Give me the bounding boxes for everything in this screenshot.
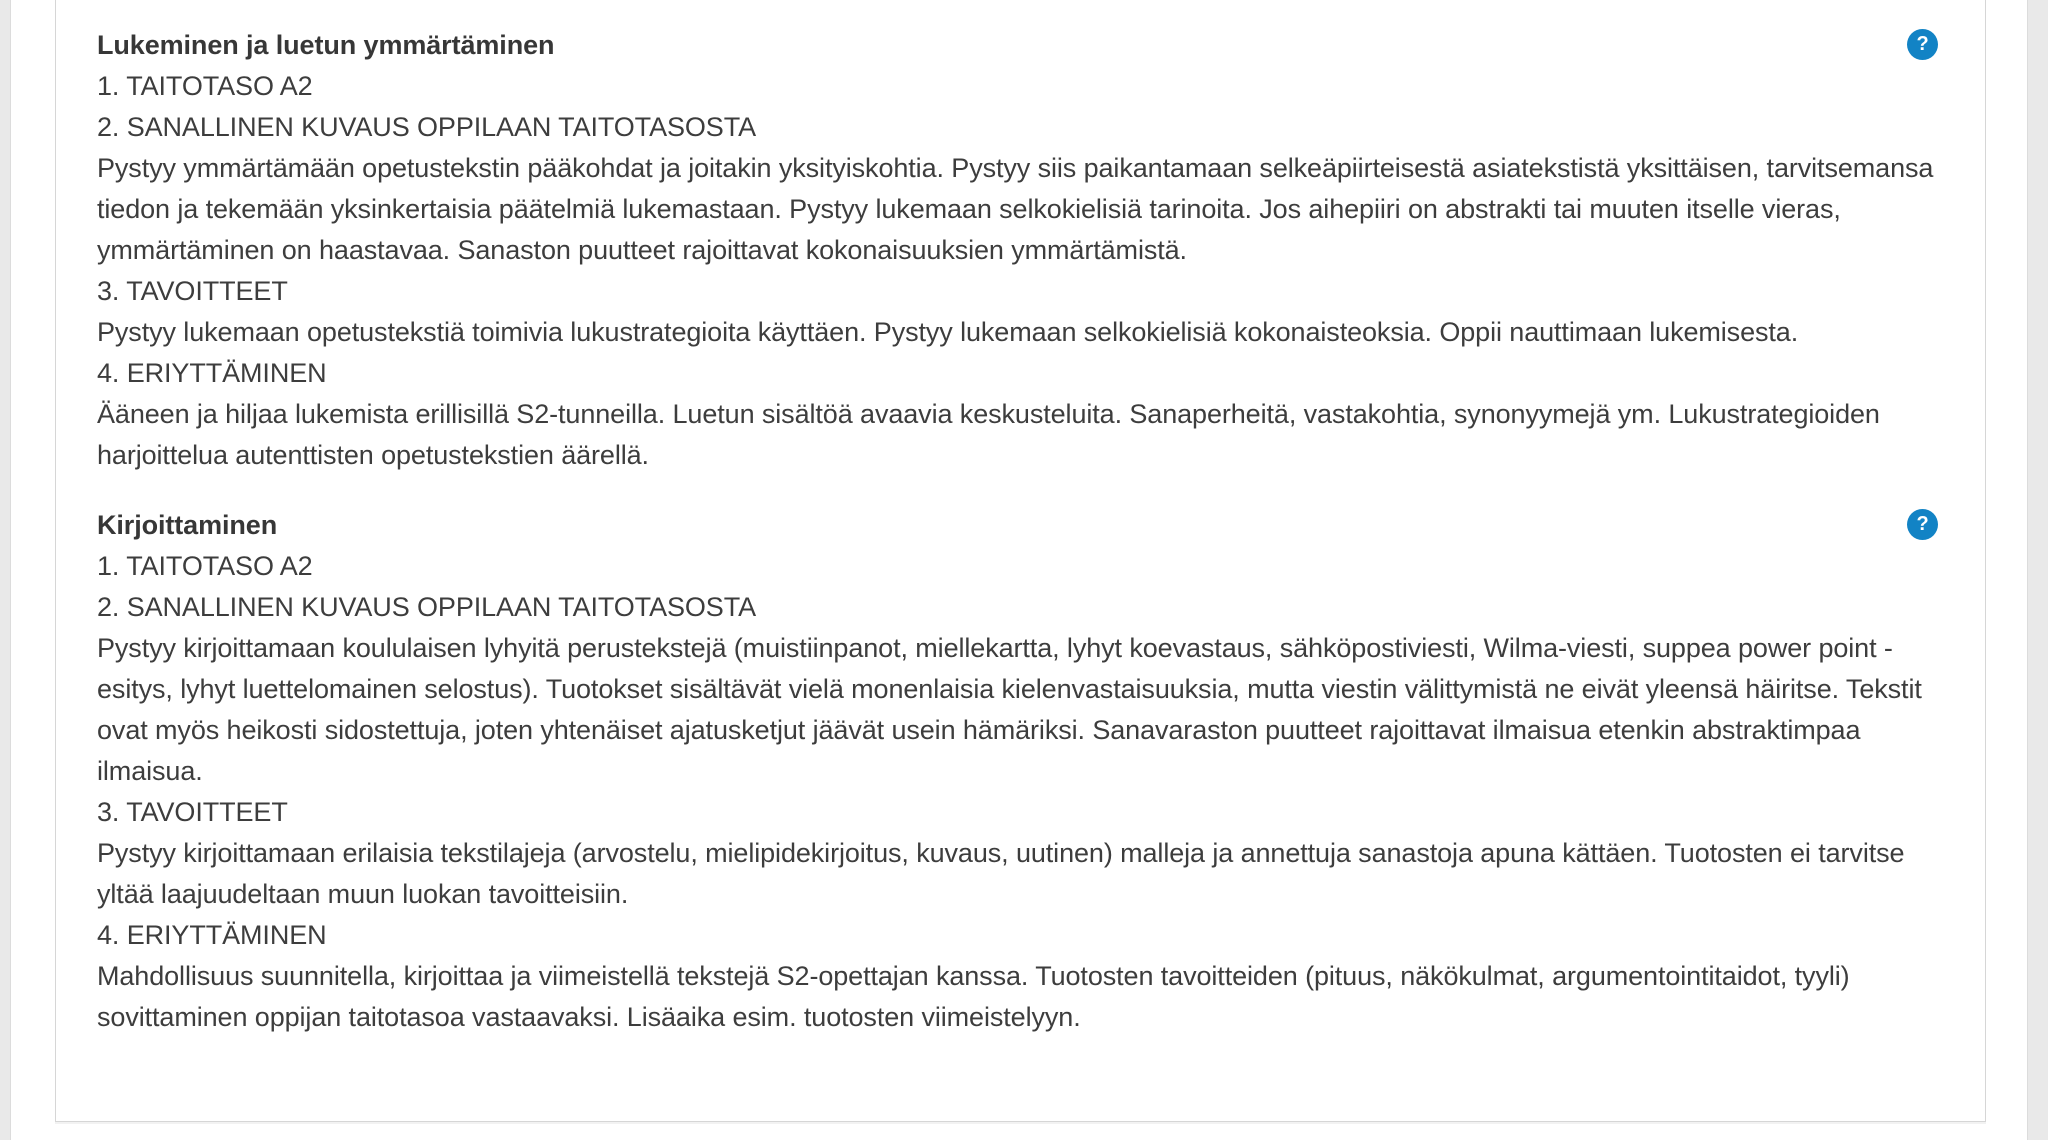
section-paragraph: 2. SANALLINEN KUVAUS OPPILAAN TAITOTASOSTA	[97, 592, 757, 622]
section-paragraph: 4. ERIYTTÄMINEN	[97, 358, 327, 388]
section-lukeminen	[97, 25, 1938, 476]
section-paragraph: 4. ERIYTTÄMINEN	[97, 920, 327, 950]
section-paragraph: 3. TAVOITTEET	[97, 276, 288, 306]
section-header	[97, 505, 1938, 546]
section-paragraph: 1. TAITOTASO A2	[97, 551, 313, 581]
help-icon[interactable]: ?	[1907, 29, 1938, 60]
section-paragraph: 3. TAVOITTEET	[97, 797, 288, 827]
section-paragraph: Pystyy kirjoittamaan koululaisen lyhyitä perustekstejä (muistiinpanot, miellekartta, lyhyt koevastaus, sähköpostiviesti, Wilma-viesti, suppea power point -esitys, lyhyt luettelomainen selostus). Tuotokset sisältävät vielä monenlaisia kielenvastaisuuksia, mutta viestin välittymistä ne eivät yleensä häiritse. Tekstit ovat myös heikosti sidostettuja, joten yhtenäiset ajatusketjut jäävät usein hämäriksi. Sanavaraston puutteet rajoittavat ilmaisua etenkin abstraktimpaa ilmaisua.	[97, 633, 1922, 786]
section-paragraph: Mahdollisuus suunnitella, kirjoittaa ja viimeistellä tekstejä S2-opettajan kanssa. Tuotosten tavoitteiden (pituus, näkökulmat, argumentointitaidot, tyyli) sovittaminen oppijan taitotasoa vastaavaksi. Lisäaika esim. tuotosten viimeistelyyn.	[97, 961, 1850, 1032]
section-paragraph: Pystyy kirjoittamaan erilaisia tekstilajeja (arvostelu, mielipidekirjoitus, kuvaus, uutinen) malleja ja annettuja sanastoja apuna kättäen. Tuotosten ei tarvitse yltää laajuudeltaan muun luokan tavoitteisiin.	[97, 838, 1905, 909]
section-paragraph: 1. TAITOTASO A2	[97, 71, 313, 101]
section-paragraph: Ääneen ja hiljaa lukemista erillisillä S2-tunneilla. Luetun sisältöä avaavia keskusteluita. Sanaperheitä, vastakohtia, synonyymejä ym. Lukustrategioiden harjoittelua autenttisten opetustekstien äärellä.	[97, 399, 1880, 470]
section-title: Kirjoittaminen	[97, 510, 278, 540]
help-icon[interactable]: ?	[1907, 509, 1938, 540]
section-paragraph: Pystyy ymmärtämään opetustekstin pääkohdat ja joitakin yksityiskohtia. Pystyy siis paikantamaan selkeäpiirteisestä asiatekstistä yksittäisen, tarvitsemansa tiedon ja tekemään yksinkertaisia päätelmiä lukemastaan. Pystyy lukemaan selkokielisiä tarinoita. Jos aihepiiri on abstrakti tai muuten itselle vieras, ymmärtäminen on haastavaa. Sanaston puutteet rajoittavat kokonaisuuksien ymmärtämistä.	[97, 153, 1934, 265]
form-section-box	[55, 0, 1986, 1122]
section-kirjoittaminen	[97, 505, 1938, 1038]
section-paragraph: Pystyy lukemaan opetustekstiä toimivia lukustrategioita käyttäen. Pystyy lukemaan selkokielisiä kokonaisteoksia. Oppii nauttimaan lukemisesta.	[97, 317, 1799, 347]
section-paragraph: 2. SANALLINEN KUVAUS OPPILAAN TAITOTASOSTA	[97, 112, 757, 142]
section-header	[97, 25, 1938, 66]
content-panel	[10, 0, 2028, 1140]
section-title: Lukeminen ja luetun ymmärtäminen	[97, 30, 555, 60]
